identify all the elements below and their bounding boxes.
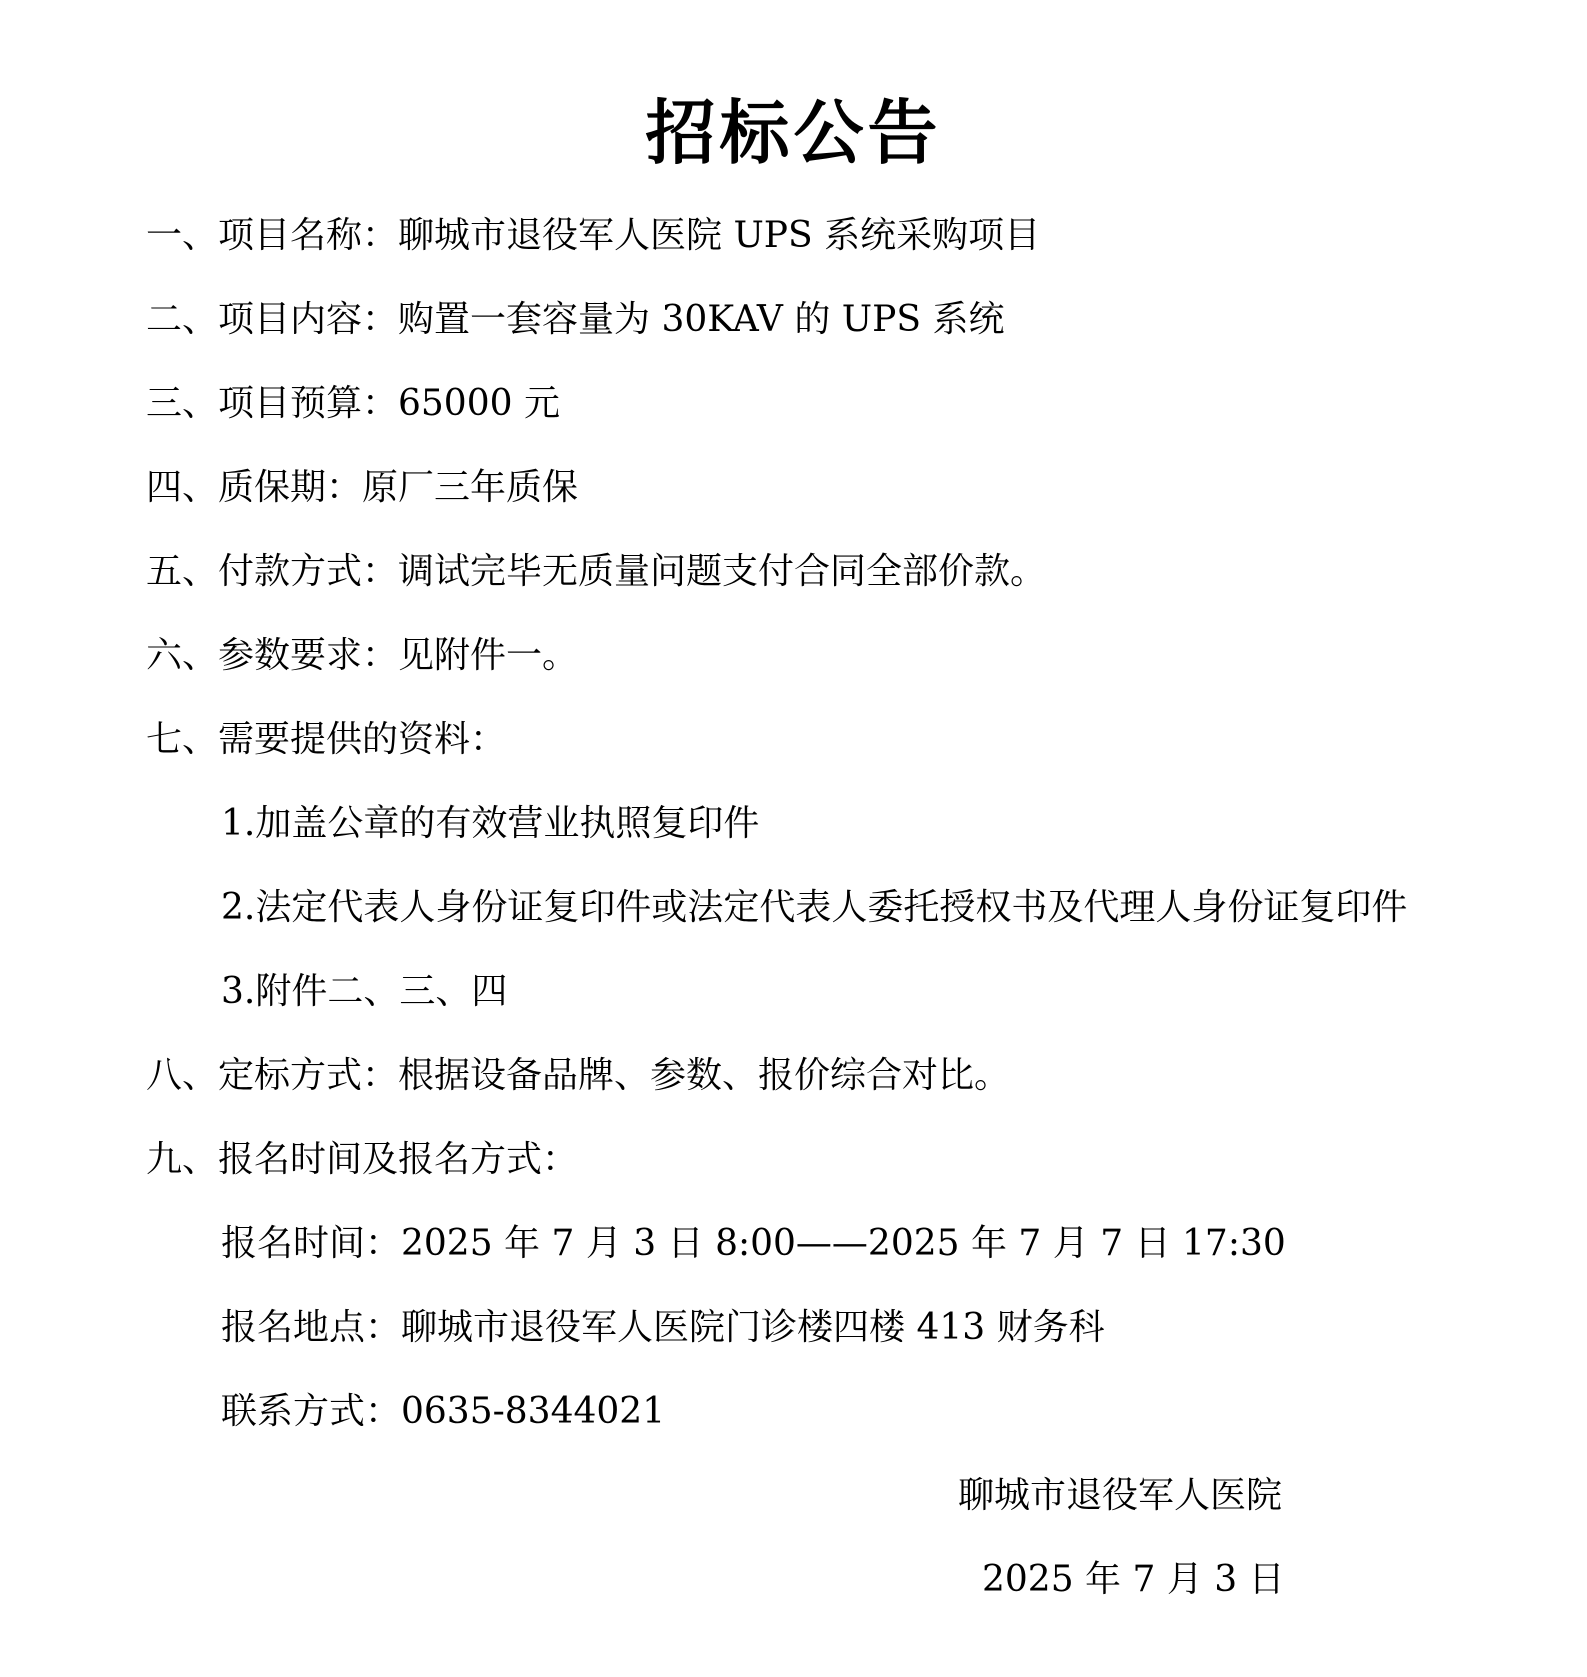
- contact-phone: 联系方式：0635-8344021: [221, 1391, 666, 1432]
- item-bid-method: 八、定标方式：根据设备品牌、参数、报价综合对比。: [146, 1055, 1011, 1096]
- item-registration: 九、报名时间及报名方式：: [146, 1139, 579, 1180]
- signature-organization: 聊城市退役军人医院: [958, 1475, 1283, 1516]
- item-parameters: 六、参数要求：见附件一。: [146, 635, 579, 676]
- item-project-content: 二、项目内容：购置一套容量为 30KAV 的 UPS 系统: [146, 299, 1005, 340]
- sub-item-id-authorization: 2.法定代表人身份证复印件或法定代表人委托授权书及代理人身份证复印件: [221, 887, 1408, 928]
- item-project-budget: 三、项目预算：65000 元: [146, 383, 560, 424]
- sub-item-attachments: 3.附件二、三、四: [221, 971, 508, 1012]
- sub-item-business-license: 1.加盖公章的有效营业执照复印件: [221, 803, 760, 844]
- item-required-documents: 七、需要提供的资料：: [146, 719, 507, 760]
- registration-location: 报名地点：聊城市退役军人医院门诊楼四楼 413 财务科: [221, 1307, 1105, 1348]
- signature-date: 2025 年 7 月 3 日: [982, 1559, 1285, 1600]
- document-title: 招标公告: [645, 91, 942, 174]
- item-warranty: 四、质保期：原厂三年质保: [146, 467, 579, 508]
- registration-time: 报名时间：2025 年 7 月 3 日 8:00——2025 年 7 月 7 日 17:30: [221, 1223, 1286, 1264]
- item-payment: 五、付款方式：调试完毕无质量问题支付合同全部价款。: [146, 551, 1047, 592]
- item-project-name: 一、项目名称：聊城市退役军人医院 UPS 系统采购项目: [146, 215, 1041, 256]
